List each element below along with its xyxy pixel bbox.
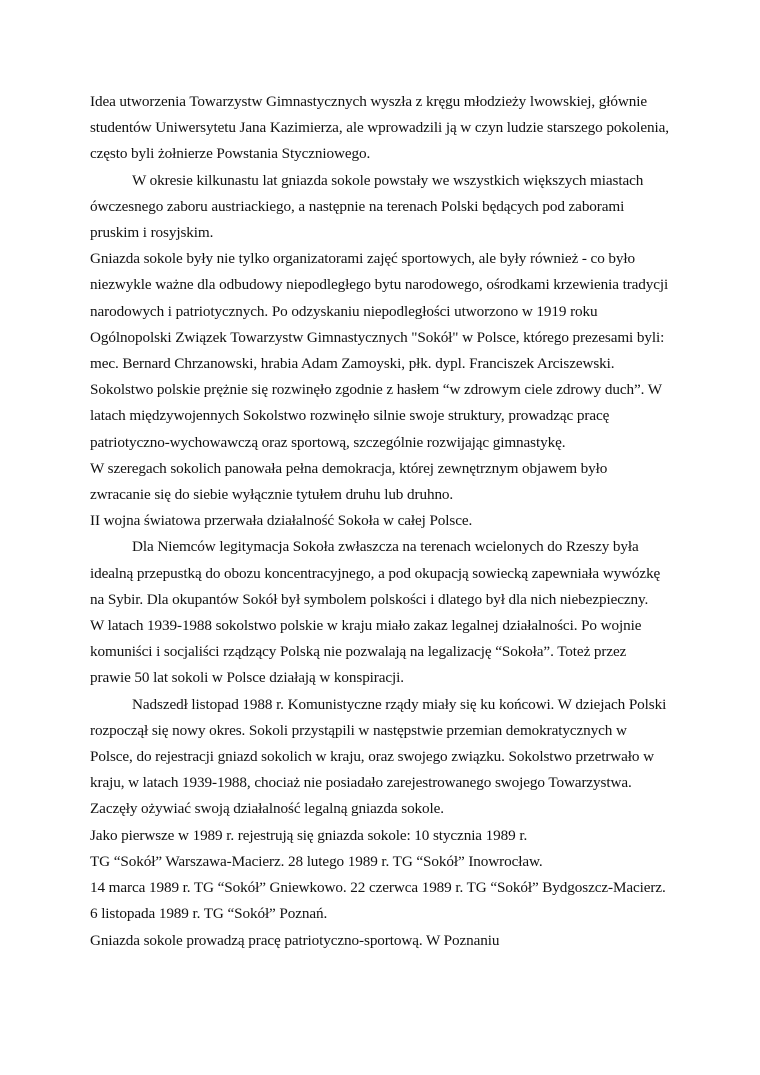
paragraph: II wojna światowa przerwała działalność Sokoła w całej Polsce. [90, 512, 473, 530]
paragraph: Gniazda sokole były nie tylko organizatorami zajęć sportowych, ale były również - co było niezwykle ważne dla odbudowy niepodległego bytu narodowego, ośrodkami krzewienia tradycji narodowych i patriotycznych. Po odzyskaniu niepodległości utworzono w 1919 roku Ogólnopolski Związek Towarzystw Gimnastycznych "Sokół" w Polsce, którego prezesami byli: mec. Bernard Chrzanowski, hrabia Adam Zamoyski, płk. dypl. Franciszek Arciszewski. Sokolstwo polskie prężnie się rozwinęło zgodnie z hasłem “w zdrowym ciele zdrowy duch”. W latach międzywojennych Sokolstwo rozwinęło silnie swoje struktury, prowadząc pracę patriotyczno-wychowawczą oraz sportową, szczególnie rozwijając gimnastykę. [90, 250, 669, 451]
paragraph: 14 marca 1989 r. TG “Sokół” Gniewkowo. 22 czerwca 1989 r. TG “Sokół” Bydgoszcz-Macierz. 6 listopada 1989 r. TG “Sokół” Poznań. [90, 879, 666, 923]
paragraph: W okresie kilkunastu lat gniazda sokole powstały we wszystkich większych miastach ówczesnego zaboru austriackiego, a następnie na terenach Polski będących pod zaborami pruskim i rosyjskim. [90, 171, 644, 242]
paragraph: W latach 1939-1988 sokolstwo polskie w kraju miało zakaz legalnej działalności. Po wojnie komuniści i socjaliści rządzący Polską nie pozwalają na legalizację “Sokoła”. Toteż przez prawie 50 lat sokoli w Polsce działają w konspiracji. [90, 617, 642, 687]
paragraph: W szeregach sokolich panowała pełna demokracja, której zewnętrznym objawem było zwracanie się do siebie wyłącznie tytułem druhu lub druhno. [90, 459, 608, 504]
document-body [90, 89, 670, 954]
paragraph: Nadszedł listopad 1988 r. Komunistyczne rządy miały się ku końcowi. W dziejach Polski rozpoczął się nowy okres. Sokoli przystąpili w następstwie przemian demokratycznych w Polsce, do rejestracji gniazd sokolich w kraju, oraz swojego związku. Sokolstwo przetrwało w kraju, w latach 1939-1988, chociaż nie posiadało zarejestrowanego swojego Towarzystwa. Zaczęły ożywiać swoją działalność legalną gniazda sokole. [90, 695, 667, 818]
paragraph: Idea utworzenia Towarzystw Gimnastycznych wyszła z kręgu młodzieży lwowskiej, głównie studentów Uniwersytetu Jana Kazimierza, ale wprowadzili ją w czyn ludzie starszego pokolenia, często byli żołnierze Powstania Styczniowego. [90, 93, 670, 163]
paragraph: Jako pierwsze w 1989 r. rejestrują się gniazda sokole: 10 stycznia 1989 r. [90, 826, 528, 844]
paragraph: Gniazda sokole prowadzą pracę patriotyczno-sportową. W Poznaniu [90, 931, 500, 949]
paragraph: TG “Sokół” Warszawa-Macierz. 28 lutego 1989 r. TG “Sokół” Inowrocław. [90, 852, 543, 870]
paragraph: Dla Niemców legitymacja Sokoła zwłaszcza na terenach wcielonych do Rzeszy była idealną przepustką do obozu koncentracyjnego, a pod okupacją sowiecką zapewniała wywózkę na Sybir. Dla okupantów Sokół był symbolem polskości i dlatego był dla nich niebezpieczny. [90, 538, 661, 608]
